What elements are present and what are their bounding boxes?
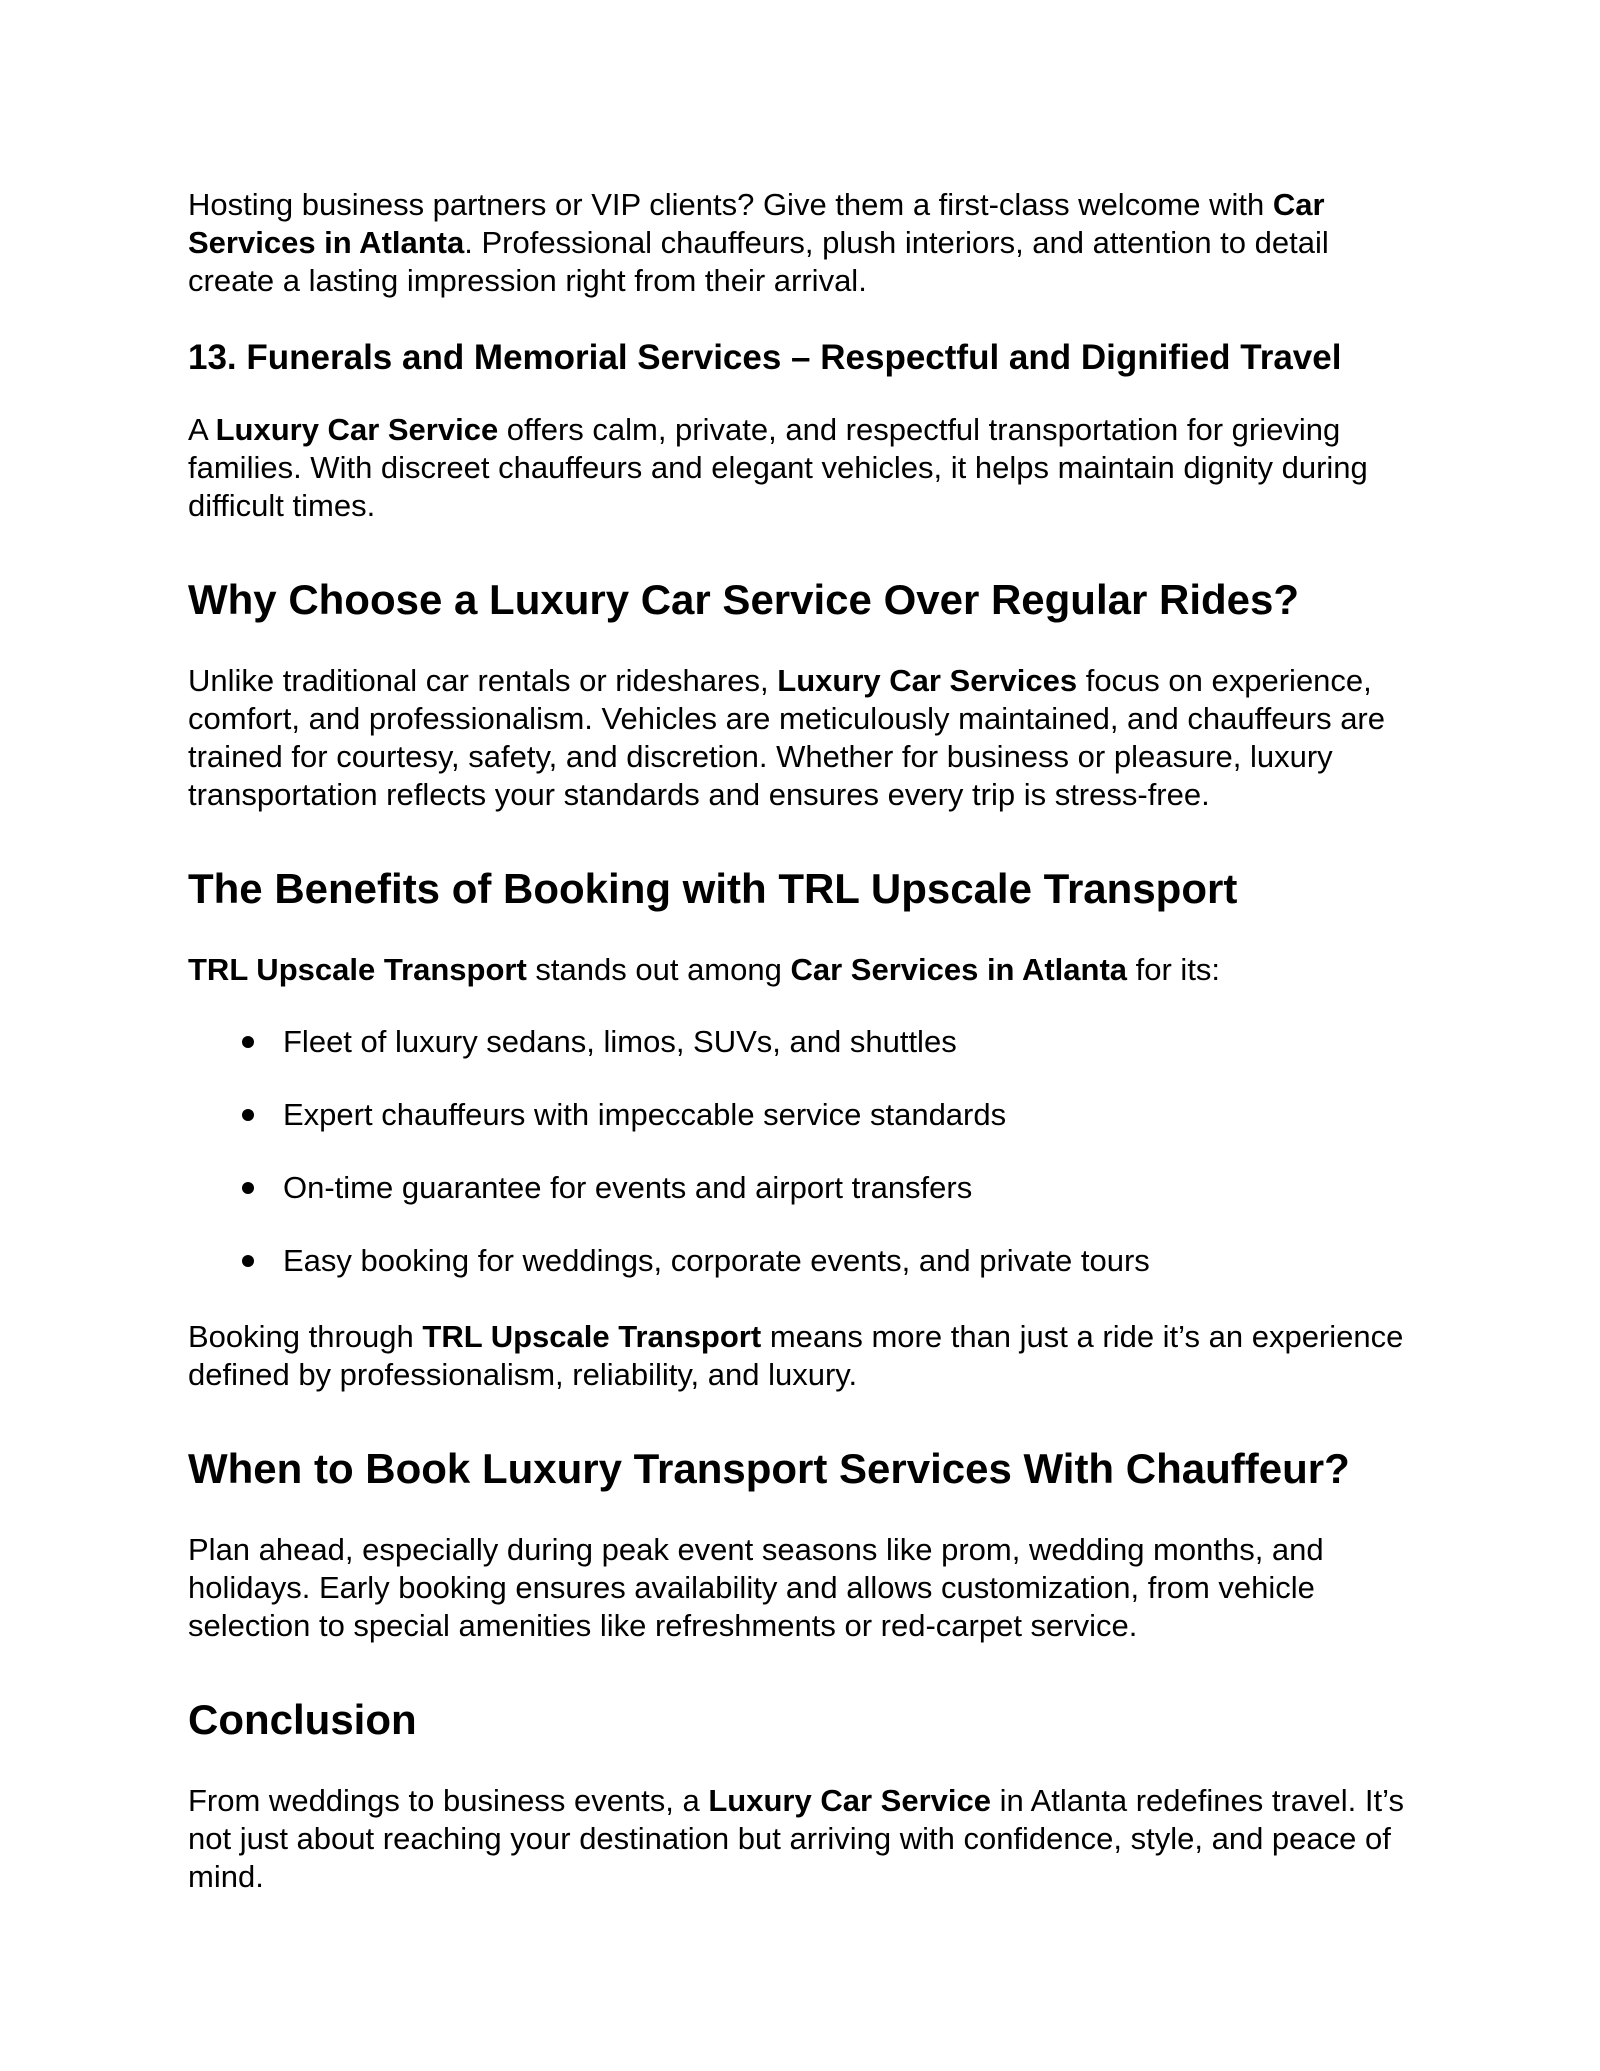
section-heading-large: Conclusion xyxy=(188,1696,417,1743)
paragraph xyxy=(188,662,1411,814)
section-heading-large: Why Choose a Luxury Car Service Over Regular Rides? xyxy=(188,576,1300,623)
bullet-marker-icon xyxy=(242,1036,254,1048)
bold-text-run: Luxury Car Services xyxy=(777,663,1078,698)
bullet-list xyxy=(188,1023,1411,1280)
bold-text-run: Car Services in Atlanta xyxy=(790,952,1128,987)
section-heading-small: 13. Funerals and Memorial Services – Respectful and Dignified Travel xyxy=(188,338,1342,377)
bullet-item xyxy=(188,1169,1411,1207)
bullet-item-text: Expert chauffeurs with impeccable service standards xyxy=(283,1097,1007,1132)
paragraph xyxy=(188,1531,1411,1645)
paragraph xyxy=(188,411,1411,525)
text-run: stands out among xyxy=(526,952,791,987)
section-heading-large: The Benefits of Booking with TRL Upscale Transport xyxy=(188,865,1238,912)
bullet-marker-icon xyxy=(242,1182,254,1194)
text-run: focus on experience, comfort, and professionalism. Vehicles are meticulously maintained, and chauffeurs are trained for courtesy, safety, and discretion. Whether for business or pleasure, luxury transportation reflects your standards and ensures every trip is stress-free. xyxy=(188,663,1385,812)
text-run: Plan ahead, especially during peak event seasons like prom, wedding months, and holidays. Early booking ensures availability and allows customization, from vehicle selection to special amenities like refreshments or red-carpet service. xyxy=(188,1532,1324,1643)
paragraph xyxy=(188,951,1411,989)
bullet-item-text: Fleet of luxury sedans, limos, SUVs, and shuttles xyxy=(283,1024,957,1059)
bullet-marker-icon xyxy=(242,1109,254,1121)
text-run: means more than just a ride it’s an experience defined by professionalism, reliability, and luxury. xyxy=(188,1319,1404,1392)
bullet-marker-icon xyxy=(242,1255,254,1267)
bullet-item-text: Easy booking for weddings, corporate events, and private tours xyxy=(283,1243,1150,1278)
paragraph xyxy=(188,186,1411,300)
text-run: for its: xyxy=(1127,952,1221,987)
text-run: From weddings to business events, a xyxy=(188,1783,709,1818)
text-run: A xyxy=(188,412,216,447)
text-run: Hosting business partners or VIP clients? Give them a first-class welcome with xyxy=(188,187,1273,222)
bold-text-run: TRL Upscale Transport xyxy=(188,952,527,987)
bullet-item-text: On-time guarantee for events and airport transfers xyxy=(283,1170,973,1205)
section-heading-large: When to Book Luxury Transport Services With Chauffeur? xyxy=(188,1445,1350,1492)
text-run: offers calm, private, and respectful transportation for grieving families. With discreet chauffeurs and elegant vehicles, it helps maintain dignity during difficult times. xyxy=(188,412,1368,523)
bullet-item xyxy=(188,1096,1411,1134)
text-run: Unlike traditional car rentals or rideshares, xyxy=(188,663,778,698)
paragraph xyxy=(188,1782,1411,1896)
text-run: . Professional chauffeurs, plush interiors, and attention to detail create a lasting impression right from their arrival. xyxy=(188,225,1329,298)
text-run: Booking through xyxy=(188,1319,423,1354)
bold-text-run: Car Services in Atlanta xyxy=(188,187,1325,260)
bullet-item xyxy=(188,1242,1411,1280)
paragraph xyxy=(188,1318,1411,1394)
bold-text-run: Luxury Car Service xyxy=(708,1783,991,1818)
text-run: in Atlanta redefines travel. It’s not just about reaching your destination but arriving with confidence, style, and peace of mind. xyxy=(188,1783,1404,1894)
bold-text-run: Luxury Car Service xyxy=(215,412,499,447)
bullet-item xyxy=(188,1023,1411,1061)
bold-text-run: TRL Upscale Transport xyxy=(422,1319,762,1354)
